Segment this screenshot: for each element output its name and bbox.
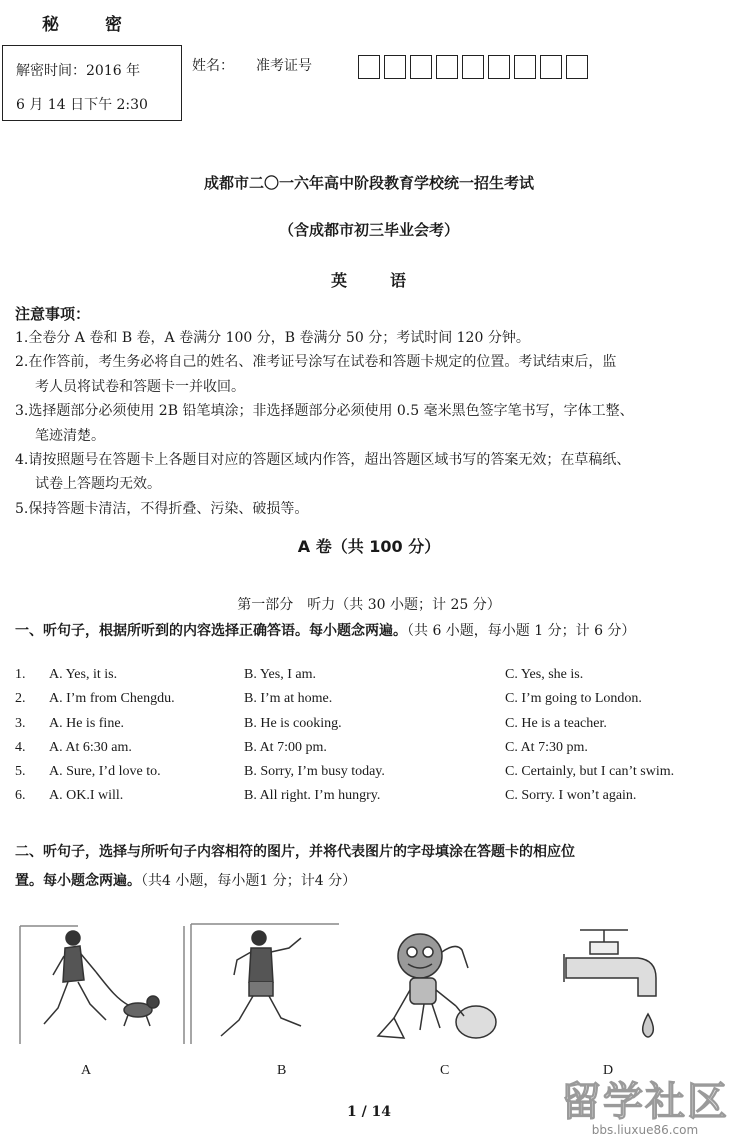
question-number: 4. (15, 739, 26, 755)
question-row (15, 788, 725, 812)
name-label: 姓名： (192, 58, 234, 74)
option-a[interactable]: A. Yes, it is. (49, 667, 118, 682)
exam-subtitle: （含成都市初三毕业会考） (278, 221, 459, 239)
option-c[interactable]: C. Certainly, but I can’t swim. (505, 764, 675, 780)
option-c[interactable]: C. Sorry. I won’t again. (505, 788, 637, 804)
notice-cont: 考人员将试卷和答题卡一并收回。 (35, 378, 245, 395)
option-c[interactable]: C. Yes, she is. (505, 667, 584, 682)
exam-no-box[interactable] (410, 55, 432, 79)
option-c[interactable]: C. I’m going to London. (505, 691, 642, 707)
picture-label-c: C (440, 1063, 450, 1078)
exam-no-box[interactable] (384, 55, 406, 79)
q2-instruction-normal: （共4 小题，每小题1 分；计4 分） (141, 873, 357, 889)
notice-item-4 (15, 448, 727, 497)
watermark (555, 1070, 735, 1137)
q1-instruction-normal: （共 6 小题，每小题 1 分；计 6 分） (407, 623, 636, 639)
option-a[interactable]: A. He is fine. (49, 715, 125, 731)
picture-label-d: D (603, 1063, 614, 1078)
notice-heading: 注意事项： (15, 305, 91, 323)
subject-char-2: 语 (390, 271, 408, 290)
q2-instruction-bold: 二、听句子，选择与所听句子内容相符的图片，并将代表图片的字母填涂在答题卡的相应位置。每小题念两遍。 (15, 844, 575, 889)
notice-cont: 笔迹清楚。 (35, 427, 105, 444)
decrypt-time-line1: 解密时间：2016 年 (16, 63, 141, 79)
decrypt-time-box (2, 45, 182, 121)
subject-title (0, 268, 738, 291)
secret-char-2: 密 (105, 15, 124, 35)
picture-label-b: B (277, 1063, 287, 1078)
question-row (15, 716, 725, 740)
option-b[interactable]: B. I’m at home. (244, 691, 333, 707)
option-a[interactable]: A. Sure, I’d love to. (49, 764, 161, 780)
exam-no-box[interactable] (488, 55, 510, 79)
secret-char-1: 秘 (42, 15, 61, 35)
exam-no-label: 准考证号 (256, 58, 312, 74)
watermark-logo-text: 留学社区 (561, 1079, 729, 1125)
option-c[interactable]: C. He is a teacher. (505, 715, 607, 731)
question-row (15, 667, 725, 691)
name-exam-labels (192, 55, 312, 75)
section-a-title: A 卷（共 100 分） (297, 537, 441, 556)
option-a[interactable]: A. At 6:30 am. (49, 739, 132, 755)
question-number: 2. (15, 691, 26, 707)
option-b[interactable]: B. Sorry, I’m busy today. (244, 764, 385, 780)
picture-label-a: A (81, 1063, 92, 1078)
exam-no-box[interactable] (540, 55, 562, 79)
option-b[interactable]: B. All right. I’m hungry. (244, 788, 381, 804)
question-number: 5. (15, 764, 26, 780)
option-a[interactable]: A. I’m from Chengdu. (49, 691, 175, 707)
question-row (15, 764, 725, 788)
exam-no-box[interactable] (462, 55, 484, 79)
question-number: 6. (15, 788, 26, 804)
exam-no-boxes (358, 55, 592, 79)
decrypt-time-line2: 6 月 14 日下午 2:30 (16, 97, 148, 113)
subject-char-1: 英 (330, 271, 348, 290)
confidential-mark (42, 10, 124, 35)
question-row (15, 740, 725, 764)
exam-no-box[interactable] (436, 55, 458, 79)
notice-item-3 (15, 399, 727, 448)
page-number: 1 / 14 (346, 1104, 392, 1120)
q1-options-table (15, 667, 725, 813)
exam-title: 成都市二〇一六年高中阶段教育学校统一招生考试 (203, 174, 534, 192)
part1-title: 第一部分 听力（共 30 小题；计 25 分） (237, 597, 501, 613)
notice-line: 5.保持答题卡清洁，不得折叠、污染、破损等。 (15, 500, 309, 517)
robot-vacuum-icon (364, 920, 524, 1048)
notice-list (15, 326, 727, 521)
q1-instruction-bold: 一、听句子，根据所听到的内容选择正确答语。每小题念两遍。 (15, 623, 407, 639)
q2-instructions (15, 838, 575, 896)
question-number: 3. (15, 715, 26, 731)
option-c[interactable]: C. At 7:30 pm. (505, 739, 588, 755)
watermark-url: bbs.liuxue86.com (591, 1123, 699, 1137)
dripping-tap-icon (548, 920, 668, 1048)
notice-item-1 (15, 326, 727, 350)
option-b[interactable]: B. Yes, I am. (244, 667, 316, 682)
notice-line: 2.在作答前，考生务必将自己的姓名、准考证号涂写在试卷和答题卡规定的位置。考试结束后，监 (15, 354, 617, 371)
q1-instructions (15, 619, 640, 644)
option-b[interactable]: B. At 7:00 pm. (244, 739, 327, 755)
notice-cont: 试卷上答题均无效。 (35, 476, 161, 493)
man-exercising-icon (189, 920, 357, 1048)
option-b[interactable]: B. He is cooking. (244, 715, 342, 731)
question-row (15, 691, 725, 715)
notice-line: 4.请按照题号在答题卡上各题目对应的答题区域内作答，超出答题区域书写的答案无效；在草稿纸、 (15, 452, 631, 469)
question-number: 1. (15, 667, 26, 682)
exam-no-box[interactable] (514, 55, 536, 79)
exam-no-box[interactable] (358, 55, 380, 79)
exam-no-box[interactable] (566, 55, 588, 79)
man-walking-dog-icon (18, 920, 186, 1048)
option-a[interactable]: A. OK.I will. (49, 788, 124, 804)
notice-line: 1.全卷分 A 卷和 B 卷，A 卷满分 100 分，B 卷满分 50 分；考试时间 120 分钟。 (15, 330, 530, 346)
notice-line: 3.选择题部分必须使用 2B 铅笔填涂；非选择题部分必须使用 0.5 毫米黑色签字笔书写，字体工整、 (15, 403, 634, 420)
notice-item-2 (15, 350, 727, 399)
notice-item-5 (15, 497, 727, 521)
